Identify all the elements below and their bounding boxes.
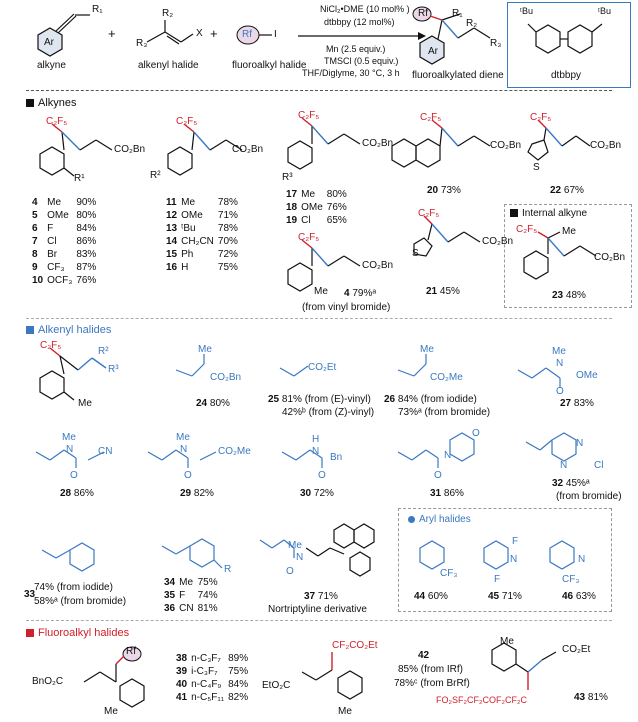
co2bn-a: CO₂Bn [114,144,146,155]
n-32a: N [576,438,584,449]
co2bn-23: CO₂Bn [594,252,626,263]
condition-1: NiCl₂•DME (10 mol% ) [320,4,410,14]
cmp-33a: 74% (from iodide) [34,582,113,593]
n-29: N [180,444,188,455]
product-r2-label: R₂ [466,18,478,29]
alkenyl-26-structure [392,350,472,390]
product-r1-label: R₁ [452,8,463,19]
substituent: H [181,262,189,273]
co2bn-4b: CO₂Bn [362,260,394,271]
cmp-31: 31 86% [430,488,464,499]
cmp-42: 42 [418,650,430,661]
compound-row [32,261,100,274]
me-4b: Me [314,286,328,297]
r1-a: R¹ [74,173,85,184]
cmp-33b: 58%ᵃ (from bromide) [34,596,127,607]
product-r3-label: R₃ [490,38,502,49]
compound-number: 4 [32,197,38,208]
product-label: fluoroalkylated diene [412,70,504,81]
rf-circle [232,22,292,52]
me-24: Me [198,344,212,355]
substituent: n-C₃F₇ [191,653,221,664]
compound-row [286,214,351,227]
c2f5-21: C₂F₅ [418,208,440,219]
yield: 84% [76,223,97,234]
o-37: O [286,566,294,577]
cmp-4b: 4 79%ᵃ [344,288,377,299]
alkenyl-29-structure [142,438,242,478]
s-22: S [533,162,540,173]
compound-number: 7 [32,236,38,247]
me-26: Me [420,344,434,355]
compound-row [32,196,100,209]
plus-sign-2: + [210,26,218,41]
n-45: N [510,554,518,565]
alkenyl-32-structure [520,422,610,482]
alkenyl-37-structure [254,516,384,596]
compound-number: 39 [176,666,188,677]
r2-alkenyl: R² [98,346,109,357]
me-42: Me [338,706,352,717]
cmp-33-num: 33 [24,589,36,600]
table-group38 [176,652,252,704]
substituent: OMe [181,210,203,221]
compound-number: 11 [166,197,177,208]
compound-row [176,652,252,665]
f-45b: F [494,574,501,585]
i-label: I [274,29,277,40]
cmp-30: 30 72% [300,488,334,499]
compound-row [164,602,222,615]
yield: 72% [217,249,238,260]
cmp-42b: 78%ᶜ (from BrRf) [394,678,470,689]
substituent: F [179,590,186,601]
cmp-45: 45 71% [488,591,522,602]
condition-3: Mn (2.5 equiv.) [326,44,386,54]
cmp-25b: 42%ᵇ (from (Z)-vinyl) [282,407,375,418]
aryl-title: Aryl halides [408,514,471,525]
compound-number: 6 [32,223,38,234]
product-rf-label: Rf [418,8,428,19]
cmp-26a: 26 84% (from iodide) [384,394,477,405]
yield: 81% [197,603,218,614]
compound-row [166,248,242,261]
f-45a: F [512,536,519,547]
n-28: N [66,444,74,455]
compound-number: 15 [166,249,178,260]
yield: 76% [76,275,97,286]
product-ar-label: Ar [428,46,438,57]
yield: 80% [76,210,97,221]
cmp-46: 46 63% [562,591,596,602]
substituent: Me [47,197,62,208]
cf3-44: CF₃ [440,568,458,579]
cmp-32: 32 45%ᵃ [552,478,590,489]
yield: 76% [326,202,347,213]
eto2c-42: EtO₂C [262,680,291,691]
cmp-27: 27 83% [560,398,594,409]
compound-number: 13 [166,223,178,234]
compound-row [166,222,242,235]
cmp-20: 20 73% [427,185,461,196]
alkynes-title: Alkynes [38,97,77,109]
co2me-29: CO₂Me [218,446,251,457]
compound-number: 12 [166,210,178,221]
substituent: Cl [47,236,57,247]
compound-number: 36 [164,603,176,614]
yield: 74% [197,590,218,601]
divider-2 [26,318,612,319]
alkenyl-24-structure [170,350,250,390]
h-30: H [312,434,320,445]
alkyne-structure-a [26,122,156,192]
compound-row [176,665,252,678]
compound-row [166,196,242,209]
alkenyl-34-structure [156,524,256,574]
cmp-37: 37 71% [304,591,338,602]
co2me-26: CO₂Me [430,372,463,383]
compound-number: 8 [32,249,38,260]
r3-label: R₃ [136,38,148,49]
compound-row [164,576,222,589]
alkyne-structure-b [148,122,278,192]
compound-number: 5 [32,210,38,221]
compound-number: 9 [32,262,38,273]
c2f5-a: C₂F₅ [46,116,68,127]
cmp-44: 44 60% [414,591,448,602]
yield: 87% [76,262,97,273]
n-32b: N [560,460,568,471]
compound-row [176,678,252,691]
c2f5-20: C₂F₅ [420,112,442,123]
condition-2: dtbbpy (12 mol%) [324,17,395,27]
ome-27: OMe [576,370,598,381]
compound-row [286,188,351,201]
compound-row [166,209,242,222]
compound-number: 10 [32,275,44,286]
substituent: Br [47,249,58,260]
compound-row [32,209,100,222]
x-label: X [196,28,203,39]
substituent: CH₂CN [181,236,214,247]
cmp-24: 24 80% [196,398,230,409]
table-group3 [286,188,351,227]
tbu-left: ᵗBu [520,6,533,16]
compound-row [32,222,100,235]
yield: 75% [217,262,238,273]
substituent: OCF₃ [47,275,73,286]
section-alkenyl: Alkenyl halides [26,324,111,336]
o-27: O [556,386,564,397]
r2-label: R₂ [162,8,174,19]
cl-32: Cl [594,460,604,471]
alkyne-structure [22,8,102,58]
ar-label: Ar [44,37,54,48]
yield: 75% [197,577,218,588]
me-38: Me [104,706,118,717]
fluoro-label: fluoroalkyl halide [232,60,307,71]
compound-number: 38 [176,653,188,664]
co2bn-20: CO₂Bn [490,140,522,151]
co2bn-21: CO₂Bn [482,236,514,247]
table-group2 [166,196,242,274]
rf-label: Rf [242,29,252,40]
substituent: Cl [301,215,311,226]
square-icon-blue [26,326,34,334]
alkyne-label: alkyne [37,60,66,71]
divider-1 [26,90,612,91]
substituent: Ph [181,249,194,260]
co2bn-b: CO₂Bn [232,144,264,155]
cmp-25a: 25 81% (from (E)-vinyl) [268,394,371,405]
me-37: Me [288,540,302,551]
r1-label: R₁ [92,4,103,15]
co2et-43: CO₂Et [562,644,591,655]
yield: 84% [228,679,249,690]
substituent: OMe [47,210,69,221]
square-icon [26,99,34,107]
substituent: ᵗBu [181,223,196,234]
aryl-45-structure [474,530,534,590]
yield: 71% [217,210,238,221]
o-30: O [318,470,326,481]
cmp-22: 22 67% [550,185,584,196]
compound-number: 16 [166,262,178,273]
cmp-29: 29 82% [180,488,214,499]
compound-row [166,261,242,274]
me-43: Me [500,636,514,647]
substituent: i-C₃F₇ [191,666,218,677]
r3-alkenyl: R³ [108,364,119,375]
compound-number: 18 [286,202,298,213]
cn-28: CN [98,446,113,457]
yield: 70% [217,236,238,247]
yield: 83% [76,249,97,260]
r-34: R [224,564,232,575]
compound-number: 40 [176,679,188,690]
c2f5-c: C₂F₅ [298,110,320,121]
compound-number: 41 [176,692,188,703]
compound-row [164,589,222,602]
ligand-label: dtbbpy [551,70,582,81]
fluoro-38-structure [64,646,184,716]
fso2-43: FO₂SF₂CF₂COF₂CF₂C [436,695,527,705]
yield: 78% [217,197,238,208]
co2bn-22: CO₂Bn [590,140,622,151]
section-fluoroalkyl: Fluoroalkyl halides [26,627,129,639]
yield: 78% [217,223,238,234]
me-27: Me [552,346,566,357]
co2et-25: CO₂Et [308,362,337,373]
n-31: N [444,450,452,461]
compound-number: 19 [286,215,298,226]
alkenyl-label: alkenyl halide [138,60,199,71]
cmp-21: 21 45% [426,286,460,297]
n-30: N [312,446,320,457]
plus-sign: + [108,26,116,41]
yield: 90% [76,197,97,208]
r3-c: R³ [282,172,293,183]
substituent: Me [181,197,196,208]
o-31b: O [472,428,480,439]
yield: 75% [228,666,249,677]
dtbbpy-structure [516,14,626,74]
compound-number: 14 [166,236,178,247]
substituent: n-C₄F₉ [191,679,222,690]
cf3-46: CF₃ [562,574,580,585]
bn-30: Bn [330,452,343,463]
cmp-28: 28 86% [60,488,94,499]
square-icon-red [26,629,34,637]
note-32: (from bromide) [556,491,622,502]
yield: 89% [228,653,249,664]
n-46: N [578,554,586,565]
yield: 80% [326,189,347,200]
table-group1 [32,196,100,287]
cmp-43: 43 81% [574,692,608,703]
me-28: Me [62,432,76,443]
substituent: n-C₅F₁₁ [191,692,225,703]
internal-title: Internal alkyne [510,208,587,219]
n-37: N [296,552,304,563]
s-21: S [412,248,419,259]
me-23: Me [562,226,576,237]
compound-row [176,691,252,704]
cmp-23: 23 48% [552,290,586,301]
cmp-26b: 73%ᵃ (from bromide) [398,407,491,418]
me-alkenyl: Me [78,398,92,409]
compound-number: 35 [164,590,176,601]
co2bn-c: CO₂Bn [362,138,394,149]
compound-row [166,235,242,248]
compound-row [286,201,351,214]
square-icon-internal [510,209,518,217]
alkenyl-28-structure [30,438,130,478]
tbu-right: ᵗBu [598,6,611,16]
co2bn-24: CO₂Bn [210,372,242,383]
compound-number: 34 [164,577,176,588]
substituent: F [47,223,54,234]
substituent: OMe [301,202,323,213]
section-alkynes [26,97,77,109]
yield: 65% [326,215,347,226]
substituent: Me [179,577,194,588]
dot-icon [408,516,415,523]
r2-b: R² [150,170,161,181]
compound-row [32,248,100,261]
substituent: Me [301,189,316,200]
divider-3 [26,620,612,621]
c2f5-23: C₂F₅ [516,224,538,235]
aryl-44-structure [402,530,462,590]
me-29: Me [176,432,190,443]
compound-row [32,274,100,287]
o-29: O [184,470,192,481]
cmp-42a: 85% (from IRf) [398,664,464,675]
note-37: Nortriptyline derivative [268,604,367,615]
compound-number: 17 [286,189,298,200]
substituent: CF₃ [47,262,65,273]
cf2co2et-42: CF₂CO₂Et [332,640,378,651]
note-4b: (from vinyl bromide) [302,302,391,313]
c2f5-4b: C₂F₅ [298,232,320,243]
rf-38: Rf [126,646,136,657]
alkenyl-33-structure [36,528,126,578]
o-31: O [434,470,442,481]
c2f5-alkenyl: C₂F₅ [40,340,62,351]
c2f5-22: C₂F₅ [530,112,552,123]
compound-row [32,235,100,248]
substituent: CN [179,603,194,614]
n-27: N [556,358,564,369]
condition-4: TMSCl (0.5 equiv.) [324,56,399,66]
o-28: O [70,470,78,481]
bno2c-38: BnO₂C [32,676,64,687]
condition-5: THF/Diglyme, 30 °C, 3 h [302,68,400,78]
yield: 86% [76,236,97,247]
yield: 82% [228,692,249,703]
table-group34 [164,576,222,615]
c2f5-b: C₂F₅ [176,116,198,127]
